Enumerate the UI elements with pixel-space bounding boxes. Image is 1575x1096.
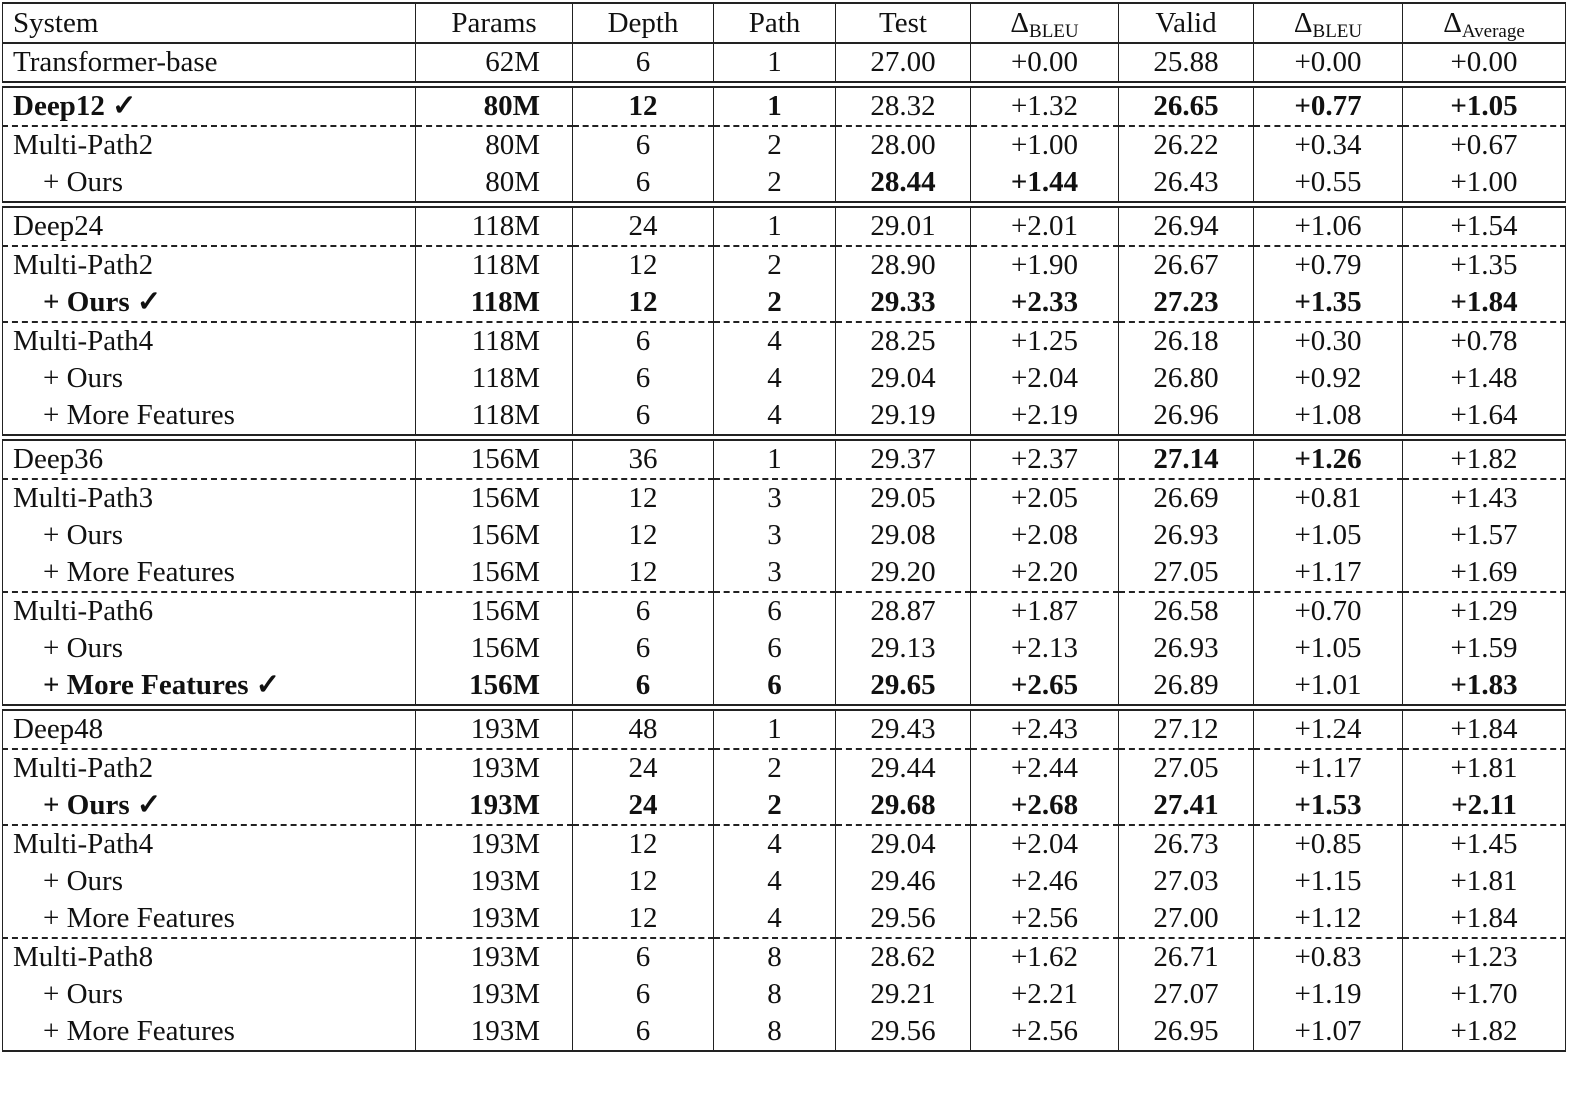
delta-average-cell: +1.81	[1403, 749, 1566, 787]
test-bleu-cell: 28.32	[836, 85, 971, 127]
params-cell: 118M	[416, 246, 573, 284]
params-cell: 118M	[416, 205, 573, 247]
system-cell: + Ours	[3, 360, 416, 397]
path-cell: 4	[714, 397, 836, 438]
delta-bleu-valid-cell: +0.00	[1254, 43, 1403, 85]
delta-bleu-test-cell: +2.04	[971, 825, 1119, 863]
test-bleu-cell: 29.46	[836, 863, 971, 900]
delta-bleu-test-cell: +2.65	[971, 667, 1119, 708]
system-cell: + Ours	[3, 630, 416, 667]
test-bleu-cell: 29.04	[836, 360, 971, 397]
path-cell: 1	[714, 708, 836, 750]
system-cell: Multi-Path4	[3, 825, 416, 863]
system-cell: Deep48	[3, 708, 416, 750]
delta-average-cell: +1.45	[1403, 825, 1566, 863]
test-bleu-cell: 28.00	[836, 126, 971, 164]
test-bleu-cell: 29.37	[836, 438, 971, 480]
path-cell: 1	[714, 205, 836, 247]
path-cell: 6	[714, 630, 836, 667]
delta-average-cell: +1.00	[1403, 164, 1566, 205]
depth-cell: 12	[573, 479, 714, 517]
path-cell: 4	[714, 863, 836, 900]
delta-bleu-test-cell: +1.25	[971, 322, 1119, 360]
system-cell: Deep12 ✓	[3, 85, 416, 127]
delta-bleu-test-cell: +2.37	[971, 438, 1119, 480]
test-bleu-cell: 29.08	[836, 517, 971, 554]
delta-average-cell: +1.05	[1403, 85, 1566, 127]
test-bleu-cell: 28.44	[836, 164, 971, 205]
delta-bleu-test-cell: +1.87	[971, 592, 1119, 630]
delta-bleu-test-cell: +2.68	[971, 787, 1119, 825]
valid-bleu-cell: 26.93	[1119, 517, 1254, 554]
delta-bleu-valid-cell: +1.01	[1254, 667, 1403, 708]
table-row	[3, 205, 1566, 247]
delta-average-cell: +1.70	[1403, 976, 1566, 1013]
delta-bleu-valid-cell: +0.34	[1254, 126, 1403, 164]
depth-cell: 6	[573, 592, 714, 630]
valid-bleu-cell: 27.41	[1119, 787, 1254, 825]
params-cell: 118M	[416, 322, 573, 360]
system-cell: + More Features	[3, 1013, 416, 1051]
delta-average-cell: +1.81	[1403, 863, 1566, 900]
params-cell: 193M	[416, 1013, 573, 1051]
delta-bleu-valid-cell: +1.07	[1254, 1013, 1403, 1051]
delta-bleu-valid-cell: +1.17	[1254, 749, 1403, 787]
delta-average-cell: +1.84	[1403, 708, 1566, 750]
delta-average-cell: +1.84	[1403, 900, 1566, 938]
delta-average-cell: +1.82	[1403, 438, 1566, 480]
path-cell: 3	[714, 517, 836, 554]
path-cell: 6	[714, 592, 836, 630]
depth-cell: 6	[573, 938, 714, 976]
valid-bleu-cell: 26.65	[1119, 85, 1254, 127]
delta-bleu-test-cell: +2.43	[971, 708, 1119, 750]
table-row	[3, 360, 1566, 397]
path-cell: 2	[714, 749, 836, 787]
delta-bleu-test-cell: +2.33	[971, 284, 1119, 322]
system-cell: Multi-Path2	[3, 749, 416, 787]
depth-cell: 12	[573, 863, 714, 900]
delta-bleu-test-cell: +1.90	[971, 246, 1119, 284]
table-row	[3, 863, 1566, 900]
system-cell: + Ours	[3, 863, 416, 900]
delta-average-cell: +1.64	[1403, 397, 1566, 438]
header-delta-bleu-valid: $\Delta_{BLEU}$	[1254, 3, 1403, 43]
depth-cell: 12	[573, 825, 714, 863]
valid-bleu-cell: 26.71	[1119, 938, 1254, 976]
table-row	[3, 900, 1566, 938]
delta-bleu-test-cell: +1.44	[971, 164, 1119, 205]
valid-bleu-cell: 27.00	[1119, 900, 1254, 938]
test-bleu-cell: 29.65	[836, 667, 971, 708]
valid-bleu-cell: 25.88	[1119, 43, 1254, 85]
valid-bleu-cell: 26.80	[1119, 360, 1254, 397]
header-delta-average: $\Delta_{Average}$	[1403, 3, 1566, 43]
header-delta-bleu-test: $\Delta_{BLEU}$	[971, 3, 1119, 43]
table-row	[3, 397, 1566, 438]
depth-cell: 6	[573, 126, 714, 164]
test-bleu-cell: 29.56	[836, 900, 971, 938]
params-cell: 80M	[416, 164, 573, 205]
delta-bleu-test-cell: +0.00	[971, 43, 1119, 85]
params-cell: 156M	[416, 630, 573, 667]
path-cell: 8	[714, 1013, 836, 1051]
delta-average-cell: +1.23	[1403, 938, 1566, 976]
depth-cell: 6	[573, 667, 714, 708]
path-cell: 8	[714, 976, 836, 1013]
depth-cell: 6	[573, 322, 714, 360]
table-row	[3, 322, 1566, 360]
delta-bleu-valid-cell: +0.92	[1254, 360, 1403, 397]
path-cell: 6	[714, 667, 836, 708]
delta-bleu-valid-cell: +0.30	[1254, 322, 1403, 360]
depth-cell: 6	[573, 1013, 714, 1051]
valid-bleu-cell: 26.95	[1119, 1013, 1254, 1051]
delta-bleu-test-cell: +2.21	[971, 976, 1119, 1013]
system-cell: Multi-Path8	[3, 938, 416, 976]
path-cell: 3	[714, 554, 836, 592]
test-bleu-cell: 29.43	[836, 708, 971, 750]
params-cell: 118M	[416, 360, 573, 397]
delta-bleu-valid-cell: +1.06	[1254, 205, 1403, 247]
path-cell: 1	[714, 43, 836, 85]
valid-bleu-cell: 26.89	[1119, 667, 1254, 708]
valid-bleu-cell: 27.05	[1119, 749, 1254, 787]
system-cell: + Ours ✓	[3, 284, 416, 322]
delta-bleu-valid-cell: +0.79	[1254, 246, 1403, 284]
params-cell: 193M	[416, 749, 573, 787]
delta-bleu-test-cell: +2.20	[971, 554, 1119, 592]
test-bleu-cell: 29.19	[836, 397, 971, 438]
delta-bleu-valid-cell: +0.70	[1254, 592, 1403, 630]
delta-bleu-test-cell: +2.44	[971, 749, 1119, 787]
path-cell: 4	[714, 825, 836, 863]
params-cell: 80M	[416, 126, 573, 164]
params-cell: 156M	[416, 517, 573, 554]
header-system: System	[3, 3, 416, 43]
delta-bleu-test-cell: +2.01	[971, 205, 1119, 247]
valid-bleu-cell: 27.03	[1119, 863, 1254, 900]
delta-average-cell: +0.67	[1403, 126, 1566, 164]
header-path: Path	[714, 3, 836, 43]
path-cell: 4	[714, 900, 836, 938]
table-row	[3, 438, 1566, 480]
delta-bleu-valid-cell: +1.05	[1254, 517, 1403, 554]
valid-bleu-cell: 26.73	[1119, 825, 1254, 863]
params-cell: 156M	[416, 479, 573, 517]
delta-bleu-valid-cell: +0.77	[1254, 85, 1403, 127]
delta-bleu-valid-cell: +1.12	[1254, 900, 1403, 938]
path-cell: 2	[714, 787, 836, 825]
table-row	[3, 976, 1566, 1013]
test-bleu-cell: 28.87	[836, 592, 971, 630]
params-cell: 62M	[416, 43, 573, 85]
results-table	[2, 2, 1566, 1052]
system-cell: + Ours	[3, 976, 416, 1013]
system-cell: Multi-Path3	[3, 479, 416, 517]
delta-bleu-valid-cell: +0.85	[1254, 825, 1403, 863]
valid-bleu-cell: 26.58	[1119, 592, 1254, 630]
system-cell: + Ours ✓	[3, 787, 416, 825]
test-bleu-cell: 28.62	[836, 938, 971, 976]
header-row	[3, 3, 1566, 43]
depth-cell: 24	[573, 787, 714, 825]
table-row	[3, 708, 1566, 750]
path-cell: 1	[714, 438, 836, 480]
test-bleu-cell: 27.00	[836, 43, 971, 85]
params-cell: 156M	[416, 438, 573, 480]
delta-average-cell: +1.57	[1403, 517, 1566, 554]
delta-bleu-test-cell: +1.62	[971, 938, 1119, 976]
path-cell: 4	[714, 360, 836, 397]
delta-bleu-valid-cell: +1.24	[1254, 708, 1403, 750]
header-valid: Valid	[1119, 3, 1254, 43]
delta-bleu-valid-cell: +1.15	[1254, 863, 1403, 900]
path-cell: 3	[714, 479, 836, 517]
params-cell: 156M	[416, 554, 573, 592]
table-body	[3, 43, 1566, 1051]
valid-bleu-cell: 26.93	[1119, 630, 1254, 667]
depth-cell: 24	[573, 205, 714, 247]
system-cell: Multi-Path4	[3, 322, 416, 360]
header-depth: Depth	[573, 3, 714, 43]
depth-cell: 6	[573, 164, 714, 205]
delta-bleu-test-cell: +2.19	[971, 397, 1119, 438]
valid-bleu-cell: 26.22	[1119, 126, 1254, 164]
test-bleu-cell: 29.68	[836, 787, 971, 825]
table-row	[3, 749, 1566, 787]
system-cell: + More Features	[3, 900, 416, 938]
params-cell: 193M	[416, 708, 573, 750]
header-test: Test	[836, 3, 971, 43]
table-row	[3, 592, 1566, 630]
test-bleu-cell: 29.44	[836, 749, 971, 787]
valid-bleu-cell: 27.07	[1119, 976, 1254, 1013]
delta-average-cell: +1.43	[1403, 479, 1566, 517]
test-bleu-cell: 28.25	[836, 322, 971, 360]
valid-bleu-cell: 26.18	[1119, 322, 1254, 360]
params-cell: 156M	[416, 592, 573, 630]
table-row	[3, 1013, 1566, 1051]
params-cell: 193M	[416, 938, 573, 976]
params-cell: 193M	[416, 825, 573, 863]
depth-cell: 12	[573, 85, 714, 127]
test-bleu-cell: 29.04	[836, 825, 971, 863]
delta-average-cell: +1.83	[1403, 667, 1566, 708]
delta-bleu-test-cell: +2.46	[971, 863, 1119, 900]
delta-bleu-test-cell: +1.00	[971, 126, 1119, 164]
table-row	[3, 246, 1566, 284]
path-cell: 2	[714, 164, 836, 205]
test-bleu-cell: 29.13	[836, 630, 971, 667]
depth-cell: 6	[573, 360, 714, 397]
test-bleu-cell: 29.56	[836, 1013, 971, 1051]
test-bleu-cell: 28.90	[836, 246, 971, 284]
delta-average-cell: +0.78	[1403, 322, 1566, 360]
table-row	[3, 164, 1566, 205]
system-cell: + Ours	[3, 164, 416, 205]
depth-cell: 24	[573, 749, 714, 787]
delta-bleu-test-cell: +2.13	[971, 630, 1119, 667]
depth-cell: 12	[573, 517, 714, 554]
delta-bleu-test-cell: +2.05	[971, 479, 1119, 517]
params-cell: 193M	[416, 900, 573, 938]
path-cell: 8	[714, 938, 836, 976]
system-cell: Multi-Path2	[3, 126, 416, 164]
params-cell: 193M	[416, 863, 573, 900]
table-row	[3, 554, 1566, 592]
system-cell: Multi-Path2	[3, 246, 416, 284]
depth-cell: 6	[573, 397, 714, 438]
valid-bleu-cell: 27.05	[1119, 554, 1254, 592]
valid-bleu-cell: 26.94	[1119, 205, 1254, 247]
system-cell: + More Features	[3, 554, 416, 592]
valid-bleu-cell: 26.67	[1119, 246, 1254, 284]
depth-cell: 6	[573, 976, 714, 1013]
system-cell: Deep36	[3, 438, 416, 480]
delta-average-cell: +1.54	[1403, 205, 1566, 247]
depth-cell: 12	[573, 246, 714, 284]
delta-bleu-valid-cell: +1.17	[1254, 554, 1403, 592]
params-cell: 118M	[416, 397, 573, 438]
depth-cell: 12	[573, 554, 714, 592]
test-bleu-cell: 29.05	[836, 479, 971, 517]
table-row	[3, 825, 1566, 863]
depth-cell: 12	[573, 900, 714, 938]
system-cell: Deep24	[3, 205, 416, 247]
delta-bleu-valid-cell: +0.83	[1254, 938, 1403, 976]
delta-bleu-valid-cell: +1.35	[1254, 284, 1403, 322]
delta-average-cell: +1.82	[1403, 1013, 1566, 1051]
table-row	[3, 284, 1566, 322]
system-cell: + Ours	[3, 517, 416, 554]
delta-bleu-test-cell: +2.04	[971, 360, 1119, 397]
table-row	[3, 630, 1566, 667]
delta-average-cell: +2.11	[1403, 787, 1566, 825]
test-bleu-cell: 29.01	[836, 205, 971, 247]
valid-bleu-cell: 26.69	[1119, 479, 1254, 517]
delta-bleu-valid-cell: +1.05	[1254, 630, 1403, 667]
params-cell: 118M	[416, 284, 573, 322]
table-row	[3, 479, 1566, 517]
table-row	[3, 938, 1566, 976]
table-row	[3, 43, 1566, 85]
system-cell: + More Features ✓	[3, 667, 416, 708]
test-bleu-cell: 29.33	[836, 284, 971, 322]
table-row	[3, 85, 1566, 127]
path-cell: 4	[714, 322, 836, 360]
delta-bleu-test-cell: +2.56	[971, 900, 1119, 938]
depth-cell: 12	[573, 284, 714, 322]
delta-average-cell: +1.48	[1403, 360, 1566, 397]
valid-bleu-cell: 27.14	[1119, 438, 1254, 480]
params-cell: 193M	[416, 976, 573, 1013]
path-cell: 2	[714, 126, 836, 164]
system-cell: Transformer-base	[3, 43, 416, 85]
delta-bleu-valid-cell: +0.55	[1254, 164, 1403, 205]
path-cell: 2	[714, 246, 836, 284]
table-row	[3, 517, 1566, 554]
delta-average-cell: +1.29	[1403, 592, 1566, 630]
delta-bleu-test-cell: +2.56	[971, 1013, 1119, 1051]
table-row	[3, 126, 1566, 164]
table-row	[3, 667, 1566, 708]
delta-bleu-valid-cell: +1.26	[1254, 438, 1403, 480]
valid-bleu-cell: 27.23	[1119, 284, 1254, 322]
system-cell: Multi-Path6	[3, 592, 416, 630]
depth-cell: 36	[573, 438, 714, 480]
valid-bleu-cell: 26.96	[1119, 397, 1254, 438]
delta-average-cell: +1.84	[1403, 284, 1566, 322]
params-cell: 156M	[416, 667, 573, 708]
delta-bleu-valid-cell: +0.81	[1254, 479, 1403, 517]
test-bleu-cell: 29.20	[836, 554, 971, 592]
params-cell: 193M	[416, 787, 573, 825]
delta-bleu-test-cell: +2.08	[971, 517, 1119, 554]
delta-average-cell: +0.00	[1403, 43, 1566, 85]
delta-bleu-valid-cell: +1.19	[1254, 976, 1403, 1013]
delta-bleu-valid-cell: +1.08	[1254, 397, 1403, 438]
delta-bleu-valid-cell: +1.53	[1254, 787, 1403, 825]
valid-bleu-cell: 26.43	[1119, 164, 1254, 205]
delta-average-cell: +1.35	[1403, 246, 1566, 284]
path-cell: 1	[714, 85, 836, 127]
params-cell: 80M	[416, 85, 573, 127]
delta-average-cell: +1.59	[1403, 630, 1566, 667]
delta-average-cell: +1.69	[1403, 554, 1566, 592]
valid-bleu-cell: 27.12	[1119, 708, 1254, 750]
depth-cell: 6	[573, 630, 714, 667]
test-bleu-cell: 29.21	[836, 976, 971, 1013]
delta-bleu-test-cell: +1.32	[971, 85, 1119, 127]
table-row	[3, 787, 1566, 825]
depth-cell: 48	[573, 708, 714, 750]
header-params: Params	[416, 3, 573, 43]
system-cell: + More Features	[3, 397, 416, 438]
depth-cell: 6	[573, 43, 714, 85]
path-cell: 2	[714, 284, 836, 322]
